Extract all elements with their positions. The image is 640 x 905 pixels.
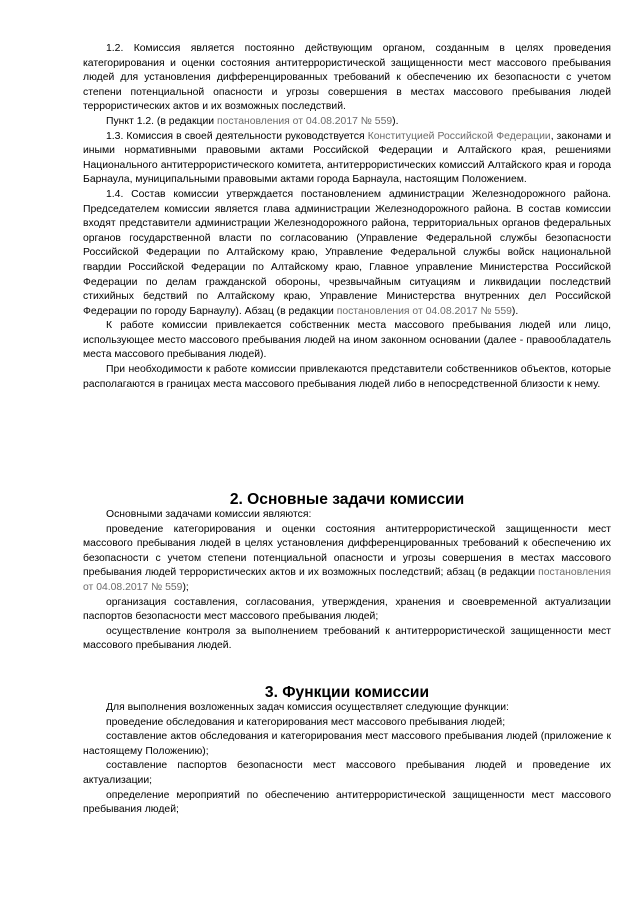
function-inspection: проведение обследования и категорирования мест массового пребывания людей; bbox=[106, 716, 506, 728]
p13-text-after: , законами и иными нормативными правовыми актами Российской Федерации и Алтайского края, решениями Национального антитеррористического комитета, антитеррористических комиссий Алтайского края и города Барнаула, муниципальными правовыми актами города Барнаула, настоящим Положением. bbox=[83, 130, 611, 186]
p14-text-after: ). bbox=[511, 305, 519, 317]
task1-text-before: проведение категорирования и оценки состояния антитеррористической защищенности мест массового пребывания людей в целях установления дифференцированных требований к обеспечению их безопасности с учетом степени потенциальной опасности и угрозы совершения в местах массового пребывания людей террористических актов и их возможных последствий; абзац (в редакции bbox=[83, 523, 611, 579]
paragraph-owner: К работе комиссии привлекается собственник места массового пребывания людей или лицо, использующее место массового пребывания людей на ином законном основании (далее - правообладатель места массового пребывания людей). bbox=[83, 320, 611, 361]
paragraph-1-3 bbox=[83, 130, 611, 188]
note-text-before: Пункт 1.2. (в редакции bbox=[106, 115, 217, 127]
p14-text-before: 1.4. Состав комиссии утверждается постановлением администрации Железнодорожного района. Председателем комиссии является глава администрации Железнодорожного района. В состав комиссии входят представители администрации Железнодорожного района, территориальных органов федеральных органов государственной власти по согласованию (Управление Федеральной службы безопасности Российской Федерации по Алтайскому краю, Управление Федеральной службы войск национальной гвардии Российской Федерации по Алтайскому краю, Главное управление Министерства Российской Федерации по делам гражданской обороны, чрезвычайным ситуациям и ликвидации последствий стихийных бедствий по Алтайскому краю, Управление Министерства внутренних дел Российской Федерации по городу Барнаулу). Абзац (в редакции bbox=[83, 188, 611, 317]
resolution-link[interactable]: постановления от 04.08.2017 № 559 bbox=[336, 305, 512, 317]
section-2-heading: 2. Основные задачи комиссии bbox=[229, 491, 465, 508]
section-3-body bbox=[83, 701, 611, 818]
task-control: осуществление контроля за выполнением требований к антитеррористической защищенности мест массового пребывания людей. bbox=[83, 625, 611, 652]
section-2-intro: Основными задачами комиссии являются: bbox=[106, 509, 312, 520]
function-acts: составление актов обследования и категорирования мест массового пребывания людей (приложение к настоящему Положению); bbox=[83, 731, 611, 757]
resolution-link[interactable]: постановления от 04.08.2017 № 559 bbox=[83, 567, 611, 593]
task1-text-after: ); bbox=[182, 581, 189, 593]
resolution-link[interactable]: постановления от 04.08.2017 № 559 bbox=[216, 115, 393, 127]
note-text-after: ). bbox=[392, 115, 399, 127]
constitution-link[interactable]: Конституцией Российской Федерации bbox=[367, 130, 551, 142]
p13-text-before: 1.3. Комиссия в своей деятельности руководствуется bbox=[106, 130, 368, 142]
function-measures: определение мероприятий по обеспечению антитеррористической защищенности мест массового пребывания людей; bbox=[83, 789, 611, 816]
task-passports: организация составления, согласования, утверждения, хранения и своевременной актуализации паспортов безопасности мест массового пребывания людей; bbox=[83, 596, 611, 623]
section-3-heading: 3. Функции комиссии bbox=[264, 684, 430, 701]
section-2-body bbox=[83, 508, 611, 654]
section-1-continued bbox=[83, 42, 611, 392]
paragraph-1-2: 1.2. Комиссия является постоянно действующим органом, созданным в целях проведения категорирования и оценки состояния антитеррористической защищенности мест массового пребывания людей для установления дифференцированных требований к обеспечению их безопасности с учетом степени потенциальной опасности и угрозы совершения в местах массового пребывания людей террористических актов и их возможных последствий. bbox=[83, 43, 611, 113]
task-categorization bbox=[83, 523, 611, 596]
paragraph-1-4 bbox=[83, 188, 611, 319]
section-3-intro: Для выполнения возложенных задач комиссия осуществляет следующие функции: bbox=[106, 702, 509, 713]
function-passports: составление паспортов безопасности мест массового пребывания людей и проведение их актуализации; bbox=[83, 760, 611, 786]
paragraph-representatives: При необходимости к работе комиссии привлекаются представители собственников объектов, которые располагаются в границах места массового пребывания людей либо в непосредственной близости к нему. bbox=[83, 364, 611, 390]
paragraph-1-2-note bbox=[83, 115, 611, 130]
